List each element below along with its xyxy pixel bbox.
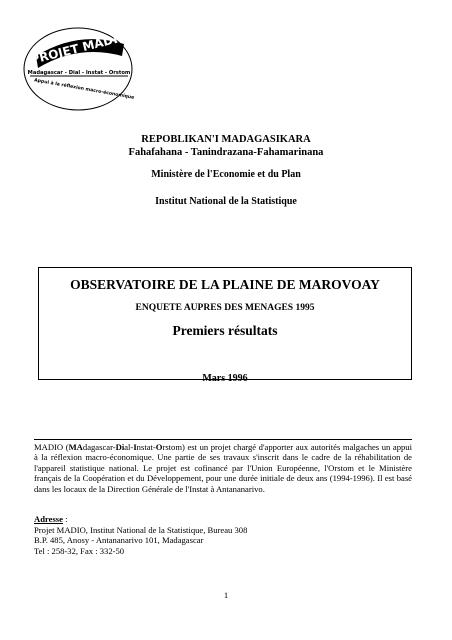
address-line-1: Projet MADIO, Institut National de la Statistique, Bureau 308 [34, 524, 248, 535]
ministry-name: Ministère de l'Economie et du Plan [151, 169, 301, 180]
logo-tagline: Appui à la réflexion macro-économique [33, 78, 134, 101]
logo-title: PROJET MADIO [29, 29, 129, 67]
republic-motto: Fahafahana - Tanindrazana-Fahamarinana [128, 147, 324, 158]
title-box [38, 267, 412, 384]
divider-rule [34, 439, 412, 440]
document-results-label: Premiers résultats [172, 323, 278, 338]
address-line-3: Tel : 258-32, Fax : 332-50 [34, 545, 125, 556]
address-line-2: B.P. 485, Anosy - Antananarivo 101, Madagascar [34, 535, 204, 546]
projet-madio-logo [22, 26, 134, 112]
document-subtitle: ENQUETE AUPRES DES MENAGES 1995 [135, 303, 315, 313]
republic-name: REPOBLIKAN'I MADAGASIKARA [141, 134, 311, 145]
address-block: Adresse : Projet MADIO, Institut National de la Statistique, Bureau 308 B.P. 485, Anosy - Antananarivo 101, Madagascar Tel : 258-32, Fax : 332-50 [34, 514, 412, 556]
publication-date: Mars 1996 [202, 373, 248, 384]
logo-partners: Madagascar - Dial - Instat - Orstom [27, 70, 131, 76]
institute-name: Institut National de la Statistique [155, 196, 297, 207]
republic-header [60, 133, 392, 159]
page-number: 1 [223, 590, 229, 600]
document-title: OBSERVATOIRE DE LA PLAINE DE MAROVOAY [70, 277, 380, 292]
address-label: Adresse [34, 514, 63, 524]
madio-description: MADIO (MAdagascar-Dial-Instat-Orstom) est un projet chargé d'apporter aux autorités malgaches un appui à la réflexion macro-économique. Une partie de ses travaux s'inscrit dans le cadre de la réhabilitation de l'appareil statistique national. Le projet est cofinancé par l'Union Européenne, l'Orstom et le Ministère français de la Coopération et du Développement, pour une durée initiale de deux ans (1994-1996). Il est basé dans les locaux de la Direction Générale de l'Instat à Antananarivo. [34, 442, 412, 494]
